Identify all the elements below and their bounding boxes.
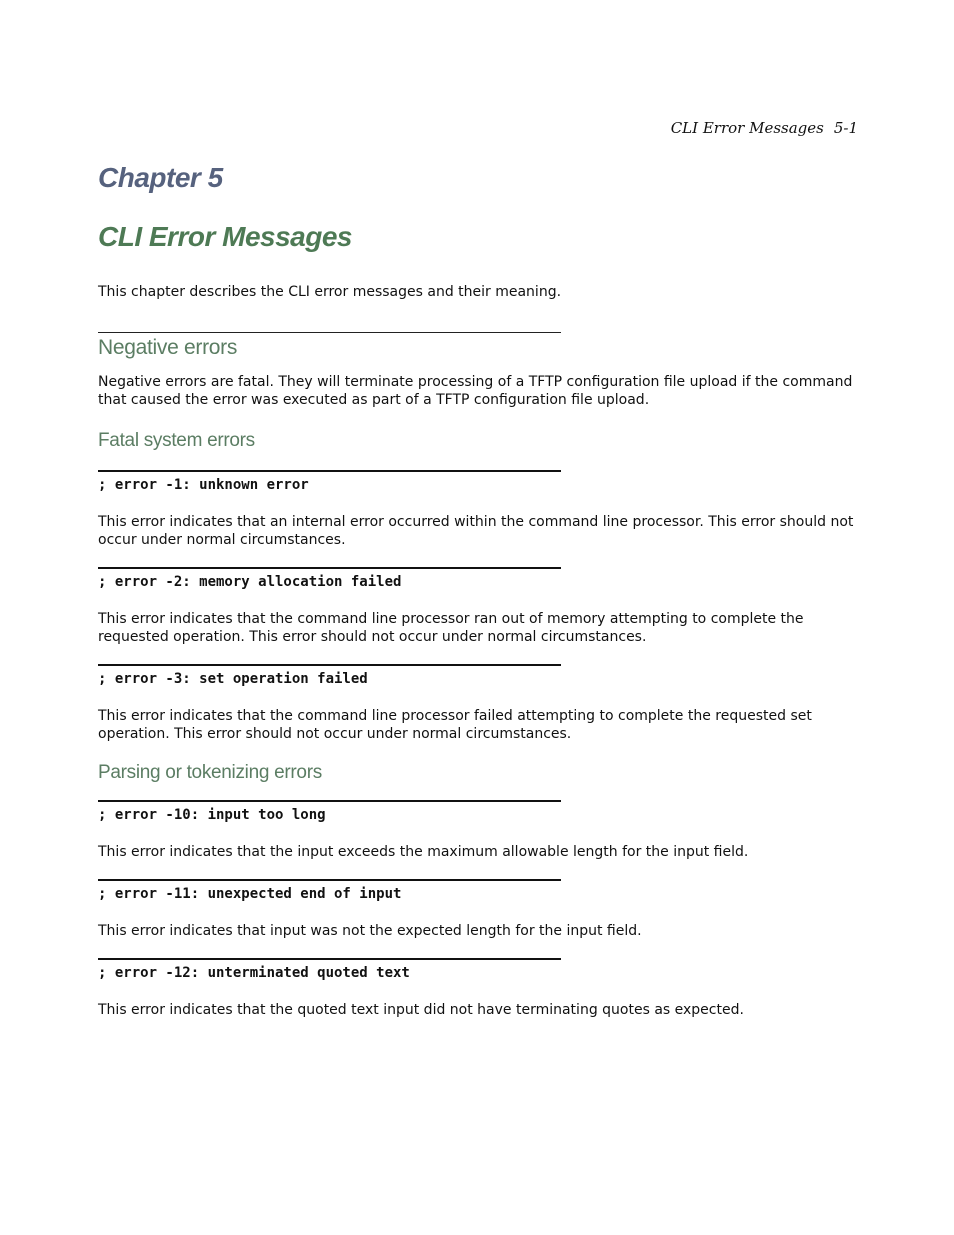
error-entry	[98, 800, 858, 861]
error-rule	[98, 800, 561, 802]
error-code: ; error -2: memory allocation failed	[98, 574, 402, 590]
running-header	[671, 119, 858, 137]
chapter-intro: This chapter describes the CLI error messages and their meaning.	[98, 284, 562, 300]
error-description: This error indicates that the command line processor ran out of memory attempting to complete the requested operation. This error should not occur under normal circumstances.	[98, 611, 804, 645]
running-header-title: CLI Error Messages	[670, 119, 824, 137]
error-rule	[98, 664, 561, 666]
subsection-heading-fatal-system-errors: Fatal system errors	[98, 430, 255, 451]
error-entry	[98, 958, 858, 1019]
document-body	[98, 332, 858, 1019]
error-code: ; error -1: unknown error	[98, 477, 309, 493]
chapter-label: Chapter 5	[98, 162, 223, 193]
chapter-title: CLI Error Messages	[98, 221, 352, 252]
error-description: This error indicates that the command line processor failed attempting to complete the requested set operation. This error should not occur under normal circumstances.	[98, 708, 812, 742]
error-description: This error indicates that the quoted text input did not have terminating quotes as expected.	[98, 1002, 744, 1018]
error-code: ; error -11: unexpected end of input	[98, 886, 402, 902]
error-description: This error indicates that input was not the expected length for the input field.	[98, 923, 642, 939]
error-rule	[98, 879, 561, 881]
error-description: This error indicates that an internal error occurred within the command line processor. This error should not occur under normal circumstances.	[98, 514, 854, 548]
error-rule	[98, 470, 561, 472]
error-entry	[98, 664, 858, 743]
page-number: 5-1	[833, 119, 858, 137]
negative-errors-description: Negative errors are fatal. They will terminate processing of a TFTP configuration file upload if the command that caused the error was executed as part of a TFTP configuration file upload.	[98, 374, 853, 408]
error-code: ; error -3: set operation failed	[98, 671, 368, 687]
error-entry	[98, 567, 858, 646]
error-code: ; error -10: input too long	[98, 807, 326, 823]
subsection-heading-parsing-errors: Parsing or tokenizing errors	[98, 762, 322, 783]
section-heading-negative-errors: Negative errors	[98, 336, 238, 359]
error-code: ; error -12: unterminated quoted text	[98, 965, 410, 981]
section-rule	[98, 332, 561, 333]
error-entry	[98, 879, 858, 940]
error-description: This error indicates that the input exceeds the maximum allowable length for the input field.	[98, 844, 749, 860]
error-rule	[98, 567, 561, 569]
error-rule	[98, 958, 561, 960]
error-entry	[98, 470, 858, 549]
